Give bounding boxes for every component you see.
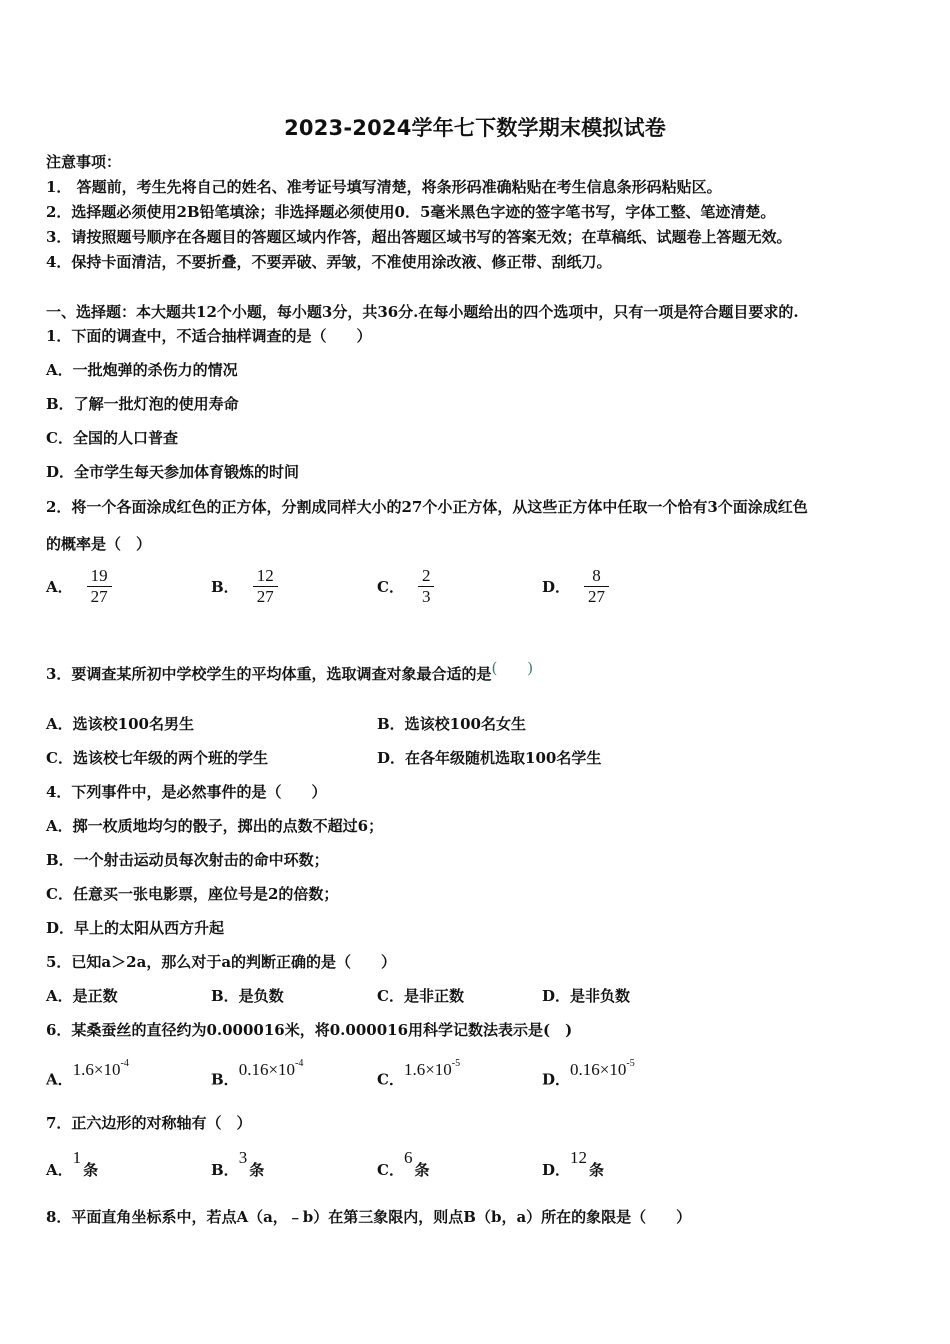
q6-option-d: [542, 1058, 635, 1090]
question-4-stem: 4．下列事件中，是必然事件的是（ ）: [46, 783, 327, 801]
fraction: [253, 566, 278, 607]
q7-option-c: [377, 1148, 430, 1180]
option-label: C．: [377, 577, 404, 596]
note-item: 1． 答题前，考生先将自己的姓名、准考证号填写清楚，将条形码准确粘贴在考生信息条形码粘贴区。: [46, 178, 722, 196]
sci-notation: [239, 1060, 304, 1079]
option-number: 3: [238, 1148, 248, 1167]
q1-option-b: B．了解一批灯泡的使用寿命: [46, 395, 239, 413]
q2-option-d: [542, 566, 609, 607]
page-title: 2023-2024学年七下数学期末模拟试卷: [284, 116, 666, 140]
option-number: 12: [570, 1148, 588, 1167]
q3-option-a: A．选该校100名男生: [46, 715, 194, 733]
fraction: [584, 566, 609, 607]
question-5-stem: 5．已知a＞2a，那么对于a的判断正确的是（ ）: [46, 953, 397, 971]
q2-option-c: [377, 566, 434, 607]
question-1-stem: 1．下面的调查中，不适合抽样调查的是（ ）: [46, 327, 372, 345]
sci-notation: [73, 1060, 129, 1079]
option-label: D．: [542, 577, 571, 596]
option-number: 6: [403, 1148, 413, 1167]
denominator: 27: [253, 586, 278, 607]
denominator: 27: [87, 586, 112, 607]
notes-heading: 注意事项：: [46, 153, 122, 171]
option-unit: 条: [83, 1161, 99, 1179]
q1-option-d: D．全市学生每天参加体育锻炼的时间: [46, 463, 300, 481]
answer-paren: ( ): [491, 659, 534, 677]
option-number: 1: [72, 1148, 82, 1167]
section-heading: 一、选择题：本大题共12个小题，每小题3分，共36分.在每小题给出的四个选项中，只有一项是符合题目要求的.: [46, 303, 799, 321]
q3-option-c: C．选该校七年级的两个班的学生: [46, 749, 268, 767]
sci-base: 1.6×10: [403, 1059, 452, 1079]
note-item: 4．保持卡面清洁，不要折叠，不要弄破、弄皱，不准使用涂改液、修正带、刮纸刀。: [46, 253, 612, 271]
q6-option-a: [46, 1058, 129, 1090]
denominator: 3: [418, 586, 435, 607]
option-label: B．: [211, 1070, 239, 1089]
sci-exponent: -4: [295, 1058, 304, 1069]
question-8-stem: 8．平面直角坐标系中，若点A（a，﹣b）在第三象限内，则点B（b，a）所在的象限是（ ）: [46, 1208, 692, 1226]
q3-option-b: B．选该校100名女生: [377, 715, 526, 733]
question-7-stem: 7．正六边形的对称轴有（ ）: [46, 1114, 252, 1132]
q4-option-c: C．任意买一张电影票，座位号是2的倍数；: [46, 885, 339, 903]
q6-option-c: [377, 1058, 461, 1090]
fraction: [418, 566, 435, 607]
sci-exponent: -4: [120, 1058, 129, 1069]
sci-notation: [570, 1060, 635, 1079]
sci-base: 0.16×10: [238, 1059, 296, 1079]
q4-option-d: D．早上的太阳从西方升起: [46, 919, 225, 937]
question-2-stem: 2．将一个各面涂成红色的正方体，分割成同样大小的27个小正方体，从这些正方体中任取一个恰有3个面涂成红色: [46, 498, 808, 516]
sci-notation: [404, 1060, 460, 1079]
q4-option-b: B．一个射击运动员每次射击的命中环数；: [46, 851, 329, 869]
question-3-stem: [46, 659, 534, 684]
option-label: A．: [46, 1161, 73, 1179]
q3-option-d: D．在各年级随机选取100名学生: [377, 749, 602, 767]
q1-option-a: A．一批炮弹的杀伤力的情况: [46, 361, 238, 379]
option-label: C．: [377, 1070, 404, 1089]
option-unit: 条: [414, 1161, 430, 1179]
question-3-text: 3．要调查某所初中学校学生的平均体重，选取调查对象最合适的是: [46, 665, 492, 683]
numerator: 12: [256, 566, 274, 585]
sci-base: 1.6×10: [72, 1059, 121, 1079]
numerator: 8: [592, 566, 601, 585]
option-unit: 条: [589, 1161, 605, 1179]
note-item: 2．选择题必须使用2B铅笔填涂；非选择题必须使用0．5毫米黑色字迹的签字笔书写，字体工整、笔迹清楚。: [46, 203, 776, 221]
sci-base: 0.16×10: [570, 1059, 627, 1079]
option-label: B．: [211, 1161, 239, 1179]
q5-option-a: A．是正数: [46, 987, 118, 1005]
numerator: 2: [421, 566, 431, 585]
q7-option-d: [542, 1148, 605, 1180]
q1-option-c: C．全国的人口普查: [46, 429, 178, 447]
question-2-stem-cont: 的概率是（ ）: [46, 535, 152, 553]
q5-option-d: D．是非负数: [542, 987, 631, 1005]
fraction: [87, 566, 112, 607]
option-label: D．: [542, 1161, 571, 1179]
sci-exponent: -5: [626, 1058, 635, 1069]
q7-option-b: [211, 1148, 265, 1180]
q2-option-b: [211, 566, 278, 607]
q4-option-a: A．掷一枚质地均匀的骰子，掷出的点数不超过6；: [46, 817, 384, 835]
q5-option-b: B．是负数: [211, 987, 284, 1005]
numerator: 19: [90, 566, 108, 585]
option-label: A．: [46, 1070, 73, 1089]
q5-option-c: C．是非正数: [377, 987, 464, 1005]
q7-option-a: [46, 1148, 99, 1180]
q6-option-b: [211, 1058, 304, 1090]
option-unit: 条: [249, 1161, 265, 1179]
option-label: A．: [46, 577, 73, 596]
question-6-stem: 6．某桑蚕丝的直径约为0.000016米，将0.000016用科学记数法表示是( ): [46, 1021, 573, 1039]
option-label: C．: [377, 1161, 404, 1179]
option-label: B．: [211, 577, 239, 596]
note-item: 3．请按照题号顺序在各题目的答题区域内作答，超出答题区域书写的答案无效；在草稿纸、试题卷上答题无效。: [46, 228, 792, 246]
q2-option-a: [46, 566, 112, 607]
option-label: D．: [542, 1070, 571, 1089]
sci-exponent: -5: [451, 1058, 461, 1069]
denominator: 27: [584, 586, 609, 607]
